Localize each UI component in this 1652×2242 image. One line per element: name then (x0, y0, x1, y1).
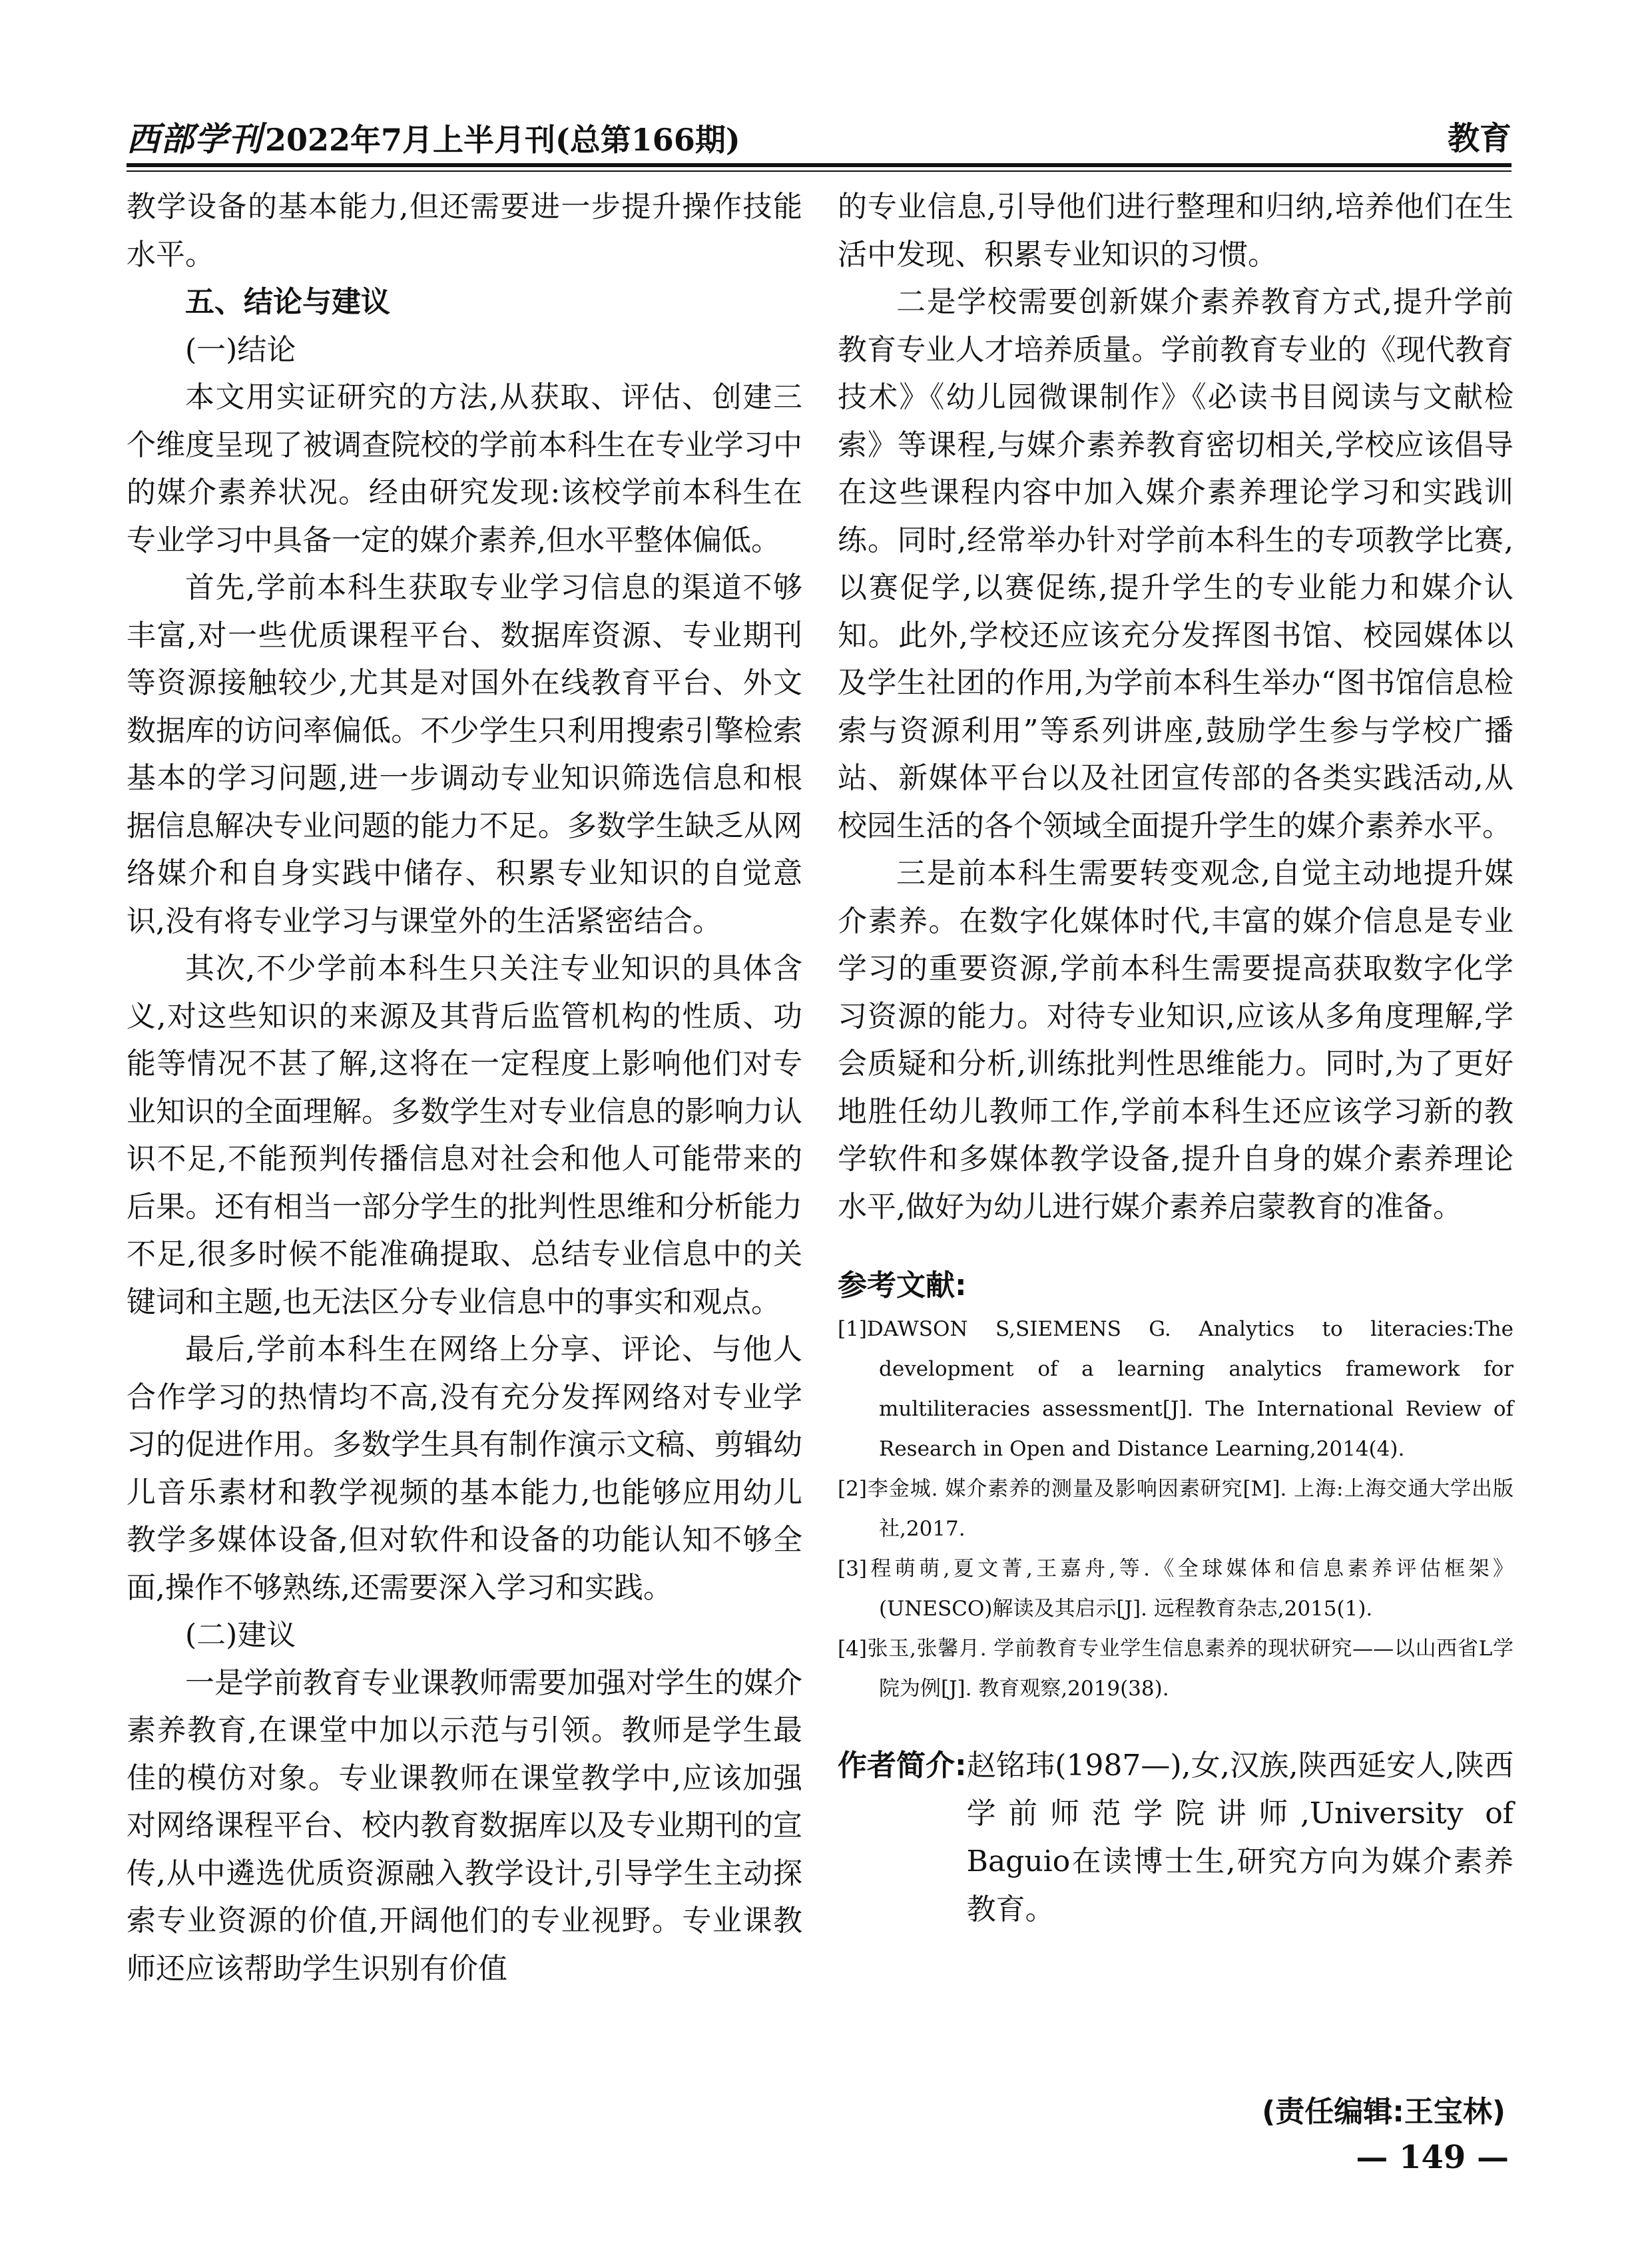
paragraph: 二是学校需要创新媒介素养教育方式,提升学前教育专业人才培养质量。学前教育专业的《现代教育技术》《幼儿园微课制作》《必读书目阅读与文献检索》等课程,与媒介素养教育密切相关,学校应该倡导在这些课程内容中加入媒介素养理论学习和实践训练。同时,经常举办针对学前本科生的专项教学比赛,以赛促学,以赛促练,提升学生的专业能力和媒介认知。此外,学校还应该充分发挥图书馆、校园媒体以及学生社团的作用,为学前本科生举办“图书馆信息检索与资源利用”等系列讲座,鼓励学生参与学校广播站、新媒体平台以及社团宣传部的各类实践活动,从校园生活的各个领域全面提升学生的媒介素养水平。 (838, 285, 1514, 843)
paragraph-continued: 教学设备的基本能力,但还需要进一步提升操作技能水平。 (127, 190, 802, 272)
paragraph: 三是前本科生需要转变观念,自觉主动地提升媒介素养。在数字化媒体时代,丰富的媒介信息是专业学习的重要资源,学前本科生需要提高获取数字化学习资源的能力。对待专业知识,应该从多角度理解,学会质疑和分析,训练批判性思维能力。同时,为了更好地胜任幼儿教师工作,学前本科生还应该学习新的教学软件和多媒体教学设备,提升自身的媒介素养理论水平,做好为幼儿进行媒介素养启蒙教育的准备。 (838, 856, 1514, 1224)
author-bio-text: 赵铭玮(1987—),女,汉族,陕西延安人,陕西学前师范学院讲师,University of Baguio在读博士生,研究方向为媒介素养教育。 (966, 1749, 1514, 1926)
running-header (127, 110, 1512, 163)
reference-item: [4]张玉,张馨月. 学前教育专业学生信息素养的现状研究——以山西省L学院为例[J]. 教育观察,2019(38). (838, 1637, 1514, 1701)
paragraph-continued: 的专业信息,引导他们进行整理和归纳,培养他们在生活中发现、积累专业知识的习惯。 (838, 190, 1514, 272)
paragraph: 首先,学前本科生获取专业学习信息的渠道不够丰富,对一些优质课程平台、数据库资源、专业期刊等资源接触较少,尤其是对国外在线教育平台、外文数据库的访问率偏低。不少学生只利用搜索引擎检索基本的学习问题,进一步调动专业知识筛选信息和根据信息解决专业问题的能力不足。多数学生缺乏从网络媒介和自身实践中储存、积累专业知识的自觉意识,没有将专业学习与课堂外的生活紧密结合。 (127, 571, 802, 938)
references-title: 参考文献: (838, 1268, 967, 1302)
author-bio (838, 1742, 1514, 1934)
paragraph: 一是学前教育专业课教师需要加强对学生的媒介素养教育,在课堂中加以示范与引领。教师是学生最佳的模仿对象。专业课教师在课堂教学中,应该加强对网络课程平台、校内教育数据库以及专业期刊的宣传,从中遴选优质资源融入教学设计,引导学生主动探索专业资源的价值,开阔他们的专业视野。专业课教师还应该帮助学生识别有价值 (127, 1665, 802, 1986)
issue-info: 2022年7月上半月刊(总第166期) (265, 122, 740, 158)
subsection-heading-conclusion: (一)结论 (185, 332, 296, 367)
left-column (127, 183, 802, 1992)
responsible-editor: (责任编辑:王宝林) (1262, 2095, 1506, 2129)
reference-item: [1]DAWSON S,SIEMENS G. Analytics to literacies:The development of a learning analytics framework for multiliteracies assessment[J]. The International Review of Research in Open and Distance Learning,2014(4). (838, 1317, 1514, 1461)
reference-item: [3]程萌萌,夏文菁,王嘉舟,等.《全球媒体和信息素养评估框架》(UNESCO)解读及其启示[J]. 远程教育杂志,2015(1). (838, 1557, 1514, 1621)
journal-logo: 西部学刊 (127, 119, 262, 158)
section-heading: 五、结论与建议 (185, 285, 390, 319)
author-bio-label: 作者简介: (838, 1749, 967, 1783)
references-list (838, 1309, 1514, 1709)
paragraph: 其次,不少学前本科生只关注专业知识的具体含义,对这些知识的来源及其背后监管机构的性质、功能等情况不甚了解,这将在一定程度上影响他们对专业知识的全面理解。多数学生对专业信息的影响力认识不足,不能预判传播信息对社会和他人可能带来的后果。还有相当一部分学生的批判性思维和分析能力不足,很多时候不能准确提取、总结专业信息中的关键词和主题,也无法区分专业信息中的事实和观点。 (127, 952, 802, 1319)
page-number: — 149 — (1356, 2139, 1509, 2176)
paragraph: 本文用实证研究的方法,从获取、评估、创建三个维度呈现了被调查院校的学前本科生在专业学习中的媒介素养状况。经由研究发现:该校学前本科生在专业学习中具备一定的媒介素养,但水平整体偏低。 (127, 380, 802, 557)
journal-issue-line (127, 113, 740, 160)
reference-item: [2]李金城. 媒介素养的测量及影响因素研究[M]. 上海:上海交通大学出版社,2017. (838, 1477, 1514, 1541)
subsection-heading-suggestion: (二)建议 (185, 1618, 296, 1652)
right-column (838, 183, 1514, 1934)
section-label: 教育 (1447, 120, 1512, 157)
header-rule-thin (127, 170, 1512, 172)
paragraph: 最后,学前本科生在网络上分享、评论、与他人合作学习的热情均不高,没有充分发挥网络对专业学习的促进作用。多数学生具有制作演示文稿、剪辑幼儿音乐素材和教学视频的基本能力,也能够应用幼儿教学多媒体设备,但对软件和设备的功能认知不够全面,操作不够熟练,还需要深入学习和实践。 (127, 1332, 802, 1605)
header-rule (127, 163, 1512, 167)
